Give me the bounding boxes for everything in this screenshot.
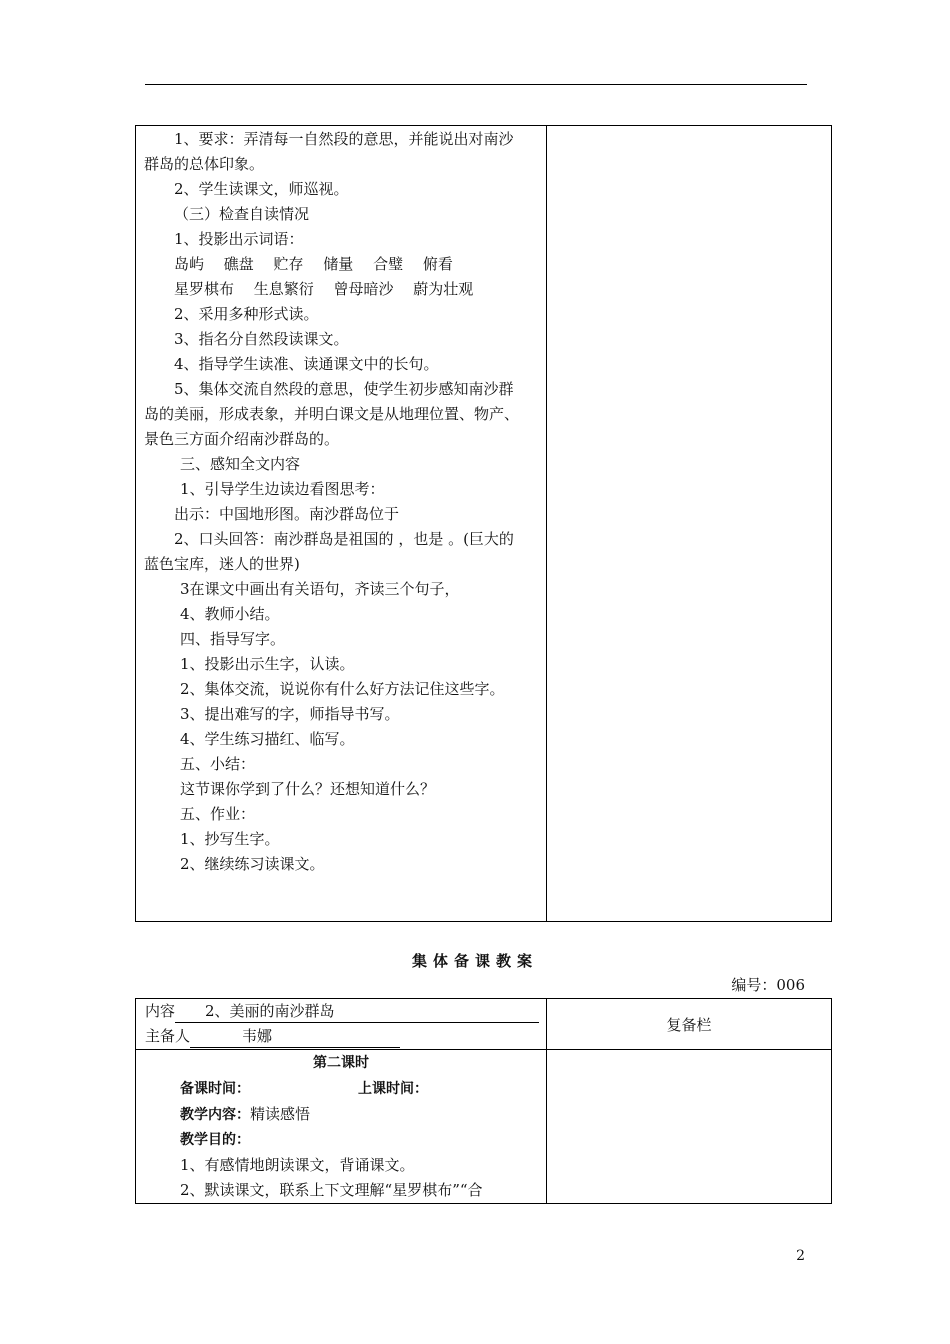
prep-time-label: 备课时间：	[180, 1081, 250, 1097]
step-line: 出示：中国地形图。南沙群岛位于	[174, 505, 400, 523]
content-value: 2、美丽的南沙群岛	[205, 1002, 335, 1020]
review-notes-cell	[547, 1050, 832, 1204]
step-line: 1、投影出示词语：	[174, 230, 304, 248]
section-heading: 三、感知全文内容	[180, 455, 301, 473]
review-column-header: 复备栏	[547, 999, 832, 1050]
step-line: 2、集体交流，说说你有什么好方法记住这些字。	[180, 680, 505, 698]
step-line: 这节课你学到了什么？还想知道什么？	[180, 780, 436, 798]
lesson-body-cell	[136, 1050, 547, 1204]
content-label: 内容	[145, 1002, 176, 1020]
author-row	[136, 1024, 546, 1049]
objective-item: 2、默读课文，联系上下文理解“星罗棋布”“合	[180, 1181, 483, 1199]
class-time-label: 上课时间：	[358, 1081, 428, 1097]
teaching-content-label: 教学内容：	[180, 1107, 250, 1123]
step-line: 4、指导学生读准、读通课文中的长句。	[174, 355, 439, 373]
step-line: 2、继续练习读课文。	[180, 855, 325, 873]
step-line: 1、引导学生边读边看图思考：	[180, 480, 385, 498]
step-line: 5、集体交流自然段的意思，使学生初步感知南沙群	[174, 380, 514, 398]
header-rule	[145, 84, 807, 85]
step-line: 3、指名分自然段读课文。	[174, 330, 349, 348]
author-value: 韦娜	[242, 1027, 273, 1045]
teaching-content-row	[144, 1102, 538, 1128]
step-line: 4、教师小结。	[180, 605, 280, 623]
section-heading: 四、指导写字。	[180, 630, 286, 648]
step-line: 岛的美丽，形成表象，并明白课文是从地理位置、物产、	[144, 405, 520, 423]
lesson-steps-cell	[136, 126, 547, 922]
review-notes-cell	[547, 126, 832, 922]
period-title: 第二课时	[313, 1055, 369, 1071]
step-line: 群岛的总体印象。	[144, 155, 265, 173]
teaching-content-value: 精读感悟	[250, 1105, 311, 1123]
step-line: 2、口头回答：南沙群岛是祖国的 ，也是 。(巨大的	[174, 530, 514, 548]
step-line: 2、学生读课文，师巡视。	[174, 180, 349, 198]
step-line: 1、要求：弄清每一自然段的意思，并能说出对南沙	[174, 130, 514, 148]
doc-title: 集体备课教案	[411, 952, 538, 970]
section-heading: 五、作业：	[180, 805, 256, 823]
objectives-label: 教学目的：	[180, 1132, 250, 1148]
step-line: 3、提出难写的字，师指导书写。	[180, 705, 400, 723]
step-line: （三）检查自读情况	[174, 205, 310, 223]
step-line: 3在课文中画出有关语句，齐读三个句子，	[180, 580, 460, 598]
vocabulary-line: 岛屿 礁盘 贮存 储量 合璧 俯看	[174, 255, 453, 273]
lesson-plan-table	[135, 998, 832, 1204]
lesson-table-continued	[135, 125, 832, 922]
time-row	[144, 1076, 538, 1102]
page-number: 2	[796, 1248, 805, 1264]
section-heading: 五、小结：	[180, 755, 256, 773]
step-line: 1、投影出示生字，认读。	[180, 655, 355, 673]
step-line: 2、采用多种形式读。	[174, 305, 319, 323]
author-label: 主备人	[145, 1027, 191, 1045]
step-line: 蓝色宝库，迷人的世界)	[144, 555, 300, 573]
lesson-meta-cell	[136, 999, 547, 1050]
content-row	[136, 999, 546, 1024]
step-line: 1、抄写生字。	[180, 830, 280, 848]
step-line: 景色三方面介绍南沙群岛的。	[144, 430, 340, 448]
vocabulary-line: 星罗棋布 生息繁衍 曾母暗沙 蔚为壮观	[174, 280, 474, 298]
doc-number: 编号：006	[731, 976, 805, 994]
objective-item: 1、有感情地朗读课文，背诵课文。	[180, 1156, 415, 1174]
step-line: 4、学生练习描红、临写。	[180, 730, 355, 748]
